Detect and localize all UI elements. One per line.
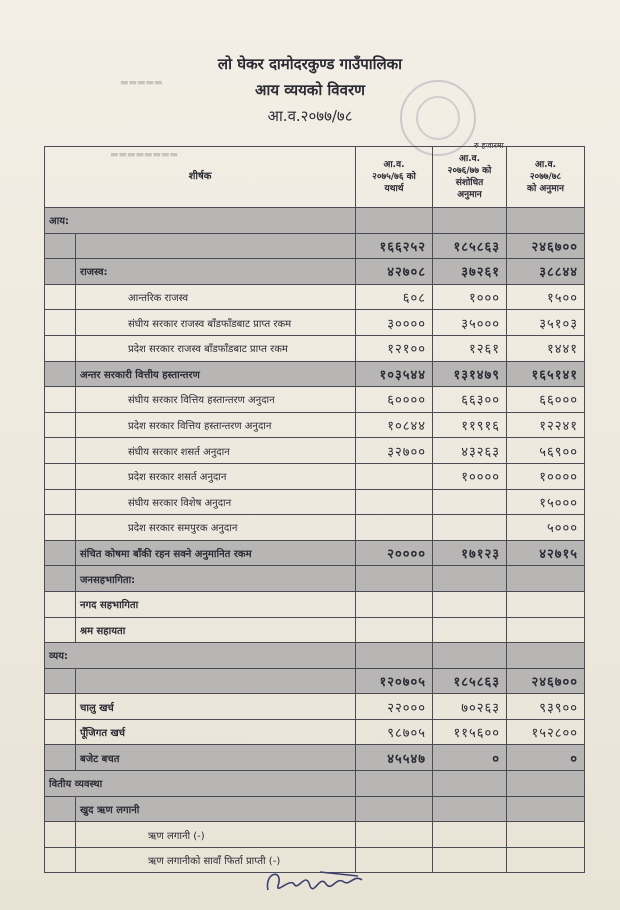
row-value-col3	[507, 208, 585, 234]
row-value-col3: १५००	[507, 284, 585, 310]
table-row	[45, 284, 585, 310]
table-row	[45, 259, 585, 285]
row-label: राजस्व:	[76, 259, 356, 285]
row-label: खुद ऋण लगानी	[76, 796, 356, 822]
row-value-col2	[433, 822, 507, 848]
column-header-title: शीर्षक	[45, 147, 356, 208]
column-header-line: यथार्थ	[384, 184, 404, 194]
row-value-col3: ३५१०३	[507, 310, 585, 336]
table-row	[45, 438, 585, 464]
row-indent-cell	[45, 489, 76, 515]
row-indent-cell	[45, 694, 76, 720]
row-value-col1: २२०००	[356, 694, 433, 720]
row-indent-cell	[45, 515, 76, 541]
table-row	[45, 310, 585, 336]
row-value-col1: ४२७०८	[356, 259, 433, 285]
column-header-line: २०७६/७७ को	[447, 166, 492, 176]
row-value-col1	[356, 822, 433, 848]
row-label: प्रदेश सरकार राजस्व बाँडफाँडबाट प्राप्त रकम	[76, 335, 356, 361]
unit-note: रु हजारमा	[474, 141, 504, 150]
row-label: व्यय:	[45, 643, 356, 669]
row-value-col2: ७०२६३	[433, 694, 507, 720]
row-value-col3: ०	[507, 745, 585, 771]
row-value-col2: ६६३००	[433, 387, 507, 413]
table-row	[45, 694, 585, 720]
row-value-col2: ३७२६१	[433, 259, 507, 285]
row-label: चालु खर्च	[76, 694, 356, 720]
row-value-col3: १५०००	[507, 489, 585, 515]
row-value-col3	[507, 617, 585, 643]
row-value-col1	[356, 771, 433, 797]
row-indent-cell	[45, 719, 76, 745]
column-header-line: अनुमान	[457, 190, 482, 200]
row-value-col2: ४३२६३	[433, 438, 507, 464]
table-row	[45, 719, 585, 745]
row-indent-cell	[45, 412, 76, 438]
row-label: अन्तर सरकारी वित्तीय हस्तान्तरण	[76, 361, 356, 387]
table-row	[45, 361, 585, 387]
row-label	[76, 668, 356, 694]
column-header-actual	[356, 147, 433, 208]
table-row	[45, 771, 585, 797]
row-value-col2: ३५०००	[433, 310, 507, 336]
table-row	[45, 412, 585, 438]
row-value-col2: १२६१	[433, 335, 507, 361]
row-value-col3: ९३९००	[507, 694, 585, 720]
row-value-col1: ६००००	[356, 387, 433, 413]
row-value-col1: ३२७००	[356, 438, 433, 464]
row-label: प्रदेश सरकार समपुरक अनुदान	[76, 515, 356, 541]
row-value-col3: १२२४१	[507, 412, 585, 438]
row-value-col1: १०३५४४	[356, 361, 433, 387]
row-value-col1: १६६२५२	[356, 233, 433, 259]
table-row	[45, 208, 585, 234]
row-label: वितीय व्यवस्था	[45, 771, 356, 797]
row-value-col1: ६०८	[356, 284, 433, 310]
row-value-col2	[433, 847, 507, 873]
row-indent-cell	[45, 335, 76, 361]
table-row	[45, 489, 585, 515]
row-value-col3: १४४१	[507, 335, 585, 361]
row-indent-cell	[45, 438, 76, 464]
row-value-col1	[356, 643, 433, 669]
row-label: प्रदेश सरकार शसर्त अनुदान	[76, 463, 356, 489]
row-value-col2	[433, 489, 507, 515]
row-value-col3: ५६९००	[507, 438, 585, 464]
row-value-col1	[356, 489, 433, 515]
row-indent-cell	[45, 745, 76, 771]
table-row	[45, 617, 585, 643]
row-indent-cell	[45, 463, 76, 489]
column-header-line: आ.व.	[534, 160, 557, 170]
row-label: संघीय सरकार वित्तिय हस्तान्तरण अनुदान	[76, 387, 356, 413]
row-indent-cell	[45, 566, 76, 592]
row-value-col1	[356, 796, 433, 822]
row-indent-cell	[45, 591, 76, 617]
row-value-col3	[507, 643, 585, 669]
column-header-line: २०७७/७८	[529, 172, 562, 182]
table-row	[45, 643, 585, 669]
row-label: संघीय सरकार विशेष अनुदान	[76, 489, 356, 515]
row-value-col2: ०	[433, 745, 507, 771]
row-value-col1: १२०७०५	[356, 668, 433, 694]
row-label: आय:	[45, 208, 356, 234]
row-value-col1	[356, 463, 433, 489]
table-row	[45, 233, 585, 259]
row-label: नगद सहभागिता	[76, 591, 356, 617]
row-indent-cell	[45, 387, 76, 413]
row-value-col2	[433, 617, 507, 643]
row-value-col2	[433, 208, 507, 234]
row-value-col1	[356, 515, 433, 541]
row-indent-cell	[45, 310, 76, 336]
table-row	[45, 822, 585, 848]
row-value-col1	[356, 208, 433, 234]
row-indent-cell	[45, 540, 76, 566]
row-label: ऋण लगानीको सावाँ फिर्ता प्राप्ती (-)	[76, 847, 356, 873]
row-indent-cell	[45, 233, 76, 259]
fiscal-year: आ.व.२०७७/७८	[267, 107, 353, 125]
row-value-col1: ९८७०५	[356, 719, 433, 745]
row-value-col1: ४५५४७	[356, 745, 433, 771]
table-header-row	[45, 147, 585, 208]
table-row	[45, 387, 585, 413]
row-value-col3: ३८८४४	[507, 259, 585, 285]
column-header-line: आ.व.	[383, 160, 405, 170]
row-indent-cell	[45, 617, 76, 643]
column-header-estimate	[507, 147, 585, 208]
column-header-line: को अनुमान	[527, 184, 564, 194]
row-value-col3: १००००	[507, 463, 585, 489]
table-row	[45, 335, 585, 361]
row-label: बजेट बचत	[76, 745, 356, 771]
row-label: संघीय सरकार शसर्त अनुदान	[76, 438, 356, 464]
table-row	[45, 745, 585, 771]
income-expense-table	[44, 146, 584, 873]
row-value-col2: १८५८६३	[433, 668, 507, 694]
row-indent-cell	[45, 668, 76, 694]
row-value-col3	[507, 847, 585, 873]
row-value-col2: १७१२३	[433, 540, 507, 566]
row-value-col3: ६६०००	[507, 387, 585, 413]
row-label	[76, 233, 356, 259]
row-value-col3: २४६७००	[507, 233, 585, 259]
column-header-line: संशोधित	[455, 178, 484, 188]
row-value-col1	[356, 566, 433, 592]
row-value-col2	[433, 643, 507, 669]
column-header-line: आ.व.	[458, 154, 481, 164]
row-value-col2: ११५६००	[433, 719, 507, 745]
row-value-col1	[356, 617, 433, 643]
row-indent-cell	[45, 822, 76, 848]
row-value-col2: १८५८६३	[433, 233, 507, 259]
row-value-col3	[507, 771, 585, 797]
row-value-col1: २००००	[356, 540, 433, 566]
row-value-col1	[356, 591, 433, 617]
row-value-col1: ३००००	[356, 310, 433, 336]
row-indent-cell	[45, 847, 76, 873]
row-label: श्रम सहायता	[76, 617, 356, 643]
row-indent-cell	[45, 259, 76, 285]
row-value-col3: २४६७००	[507, 668, 585, 694]
row-indent-cell	[45, 796, 76, 822]
row-label: प्रदेश सरकार वित्तिय हस्तान्तरण अनुदान	[76, 412, 356, 438]
table-row	[45, 668, 585, 694]
table-row	[45, 591, 585, 617]
office-name: लो घेकर दामोदरकुण्ड गाउँपालिका	[217, 55, 403, 73]
row-value-col3: १६५१४१	[507, 361, 585, 387]
column-header-line: २०७५/७६ को	[372, 172, 416, 182]
row-indent-cell	[45, 284, 76, 310]
row-value-col1: १०८४४	[356, 412, 433, 438]
row-value-col2: १०००	[433, 284, 507, 310]
row-value-col3	[507, 566, 585, 592]
row-label: आन्तरिक राजस्व	[76, 284, 356, 310]
row-value-col3	[507, 796, 585, 822]
row-value-col2	[433, 566, 507, 592]
row-value-col2	[433, 591, 507, 617]
row-value-col2	[433, 515, 507, 541]
table-row	[45, 566, 585, 592]
row-value-col2	[433, 796, 507, 822]
table-row	[45, 515, 585, 541]
row-value-col3: ४२७१५	[507, 540, 585, 566]
bleed-through-text: ▬▬▬▬▬	[120, 78, 163, 88]
row-value-col1: १२१००	[356, 335, 433, 361]
row-value-col2	[433, 771, 507, 797]
row-value-col2: ११९१६	[433, 412, 507, 438]
row-label: संचित कोषमा बाँकी रहन सक्ने अनुमानित रकम	[76, 540, 356, 566]
table-row	[45, 463, 585, 489]
row-value-col3	[507, 591, 585, 617]
page-title: आय व्ययको विवरण	[255, 81, 365, 99]
row-value-col3: १५२८००	[507, 719, 585, 745]
row-value-col3	[507, 822, 585, 848]
table-row	[45, 540, 585, 566]
column-header-revised	[433, 147, 507, 208]
table-row	[45, 796, 585, 822]
row-label: जनसहभागिता:	[76, 566, 356, 592]
row-indent-cell	[45, 361, 76, 387]
signature	[262, 860, 372, 900]
row-value-col2: १००००	[433, 463, 507, 489]
row-label: पूँजिगत खर्च	[76, 719, 356, 745]
bleed-through-text: ▬▬▬▬▬▬▬▬	[110, 150, 179, 160]
row-label: संघीय सरकार राजस्व बाँडफाँडबाट प्राप्त रकम	[76, 310, 356, 336]
row-value-col2: १३१४७९	[433, 361, 507, 387]
row-label: ऋण लगानी (-)	[76, 822, 356, 848]
row-value-col3: ५०००	[507, 515, 585, 541]
